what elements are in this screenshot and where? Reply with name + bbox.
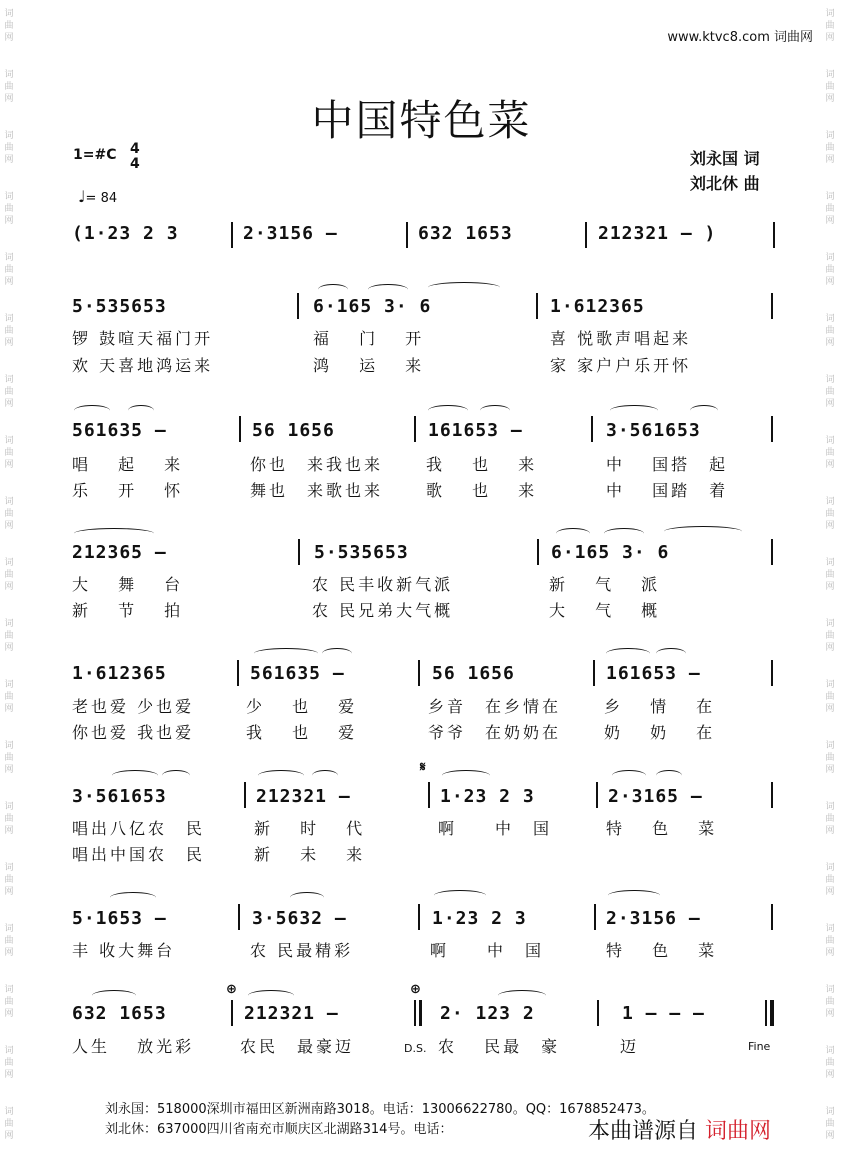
tempo-value: = 84 <box>85 191 118 206</box>
watermark-mark: 词曲网 <box>4 314 14 348</box>
notation-measure: 2·3156 – <box>606 908 701 929</box>
barline <box>406 222 408 248</box>
lyric-line: 丰 收大舞台 <box>72 941 176 960</box>
lyric-line: 喜 悦歌声唱起来 <box>550 329 692 348</box>
notation-measure: 6·165 3· 6 <box>313 296 432 317</box>
slur <box>428 405 468 416</box>
barline <box>771 539 773 565</box>
lyric-line: 唱出八亿农 民 <box>72 819 206 838</box>
notation-measure: 56 1656 <box>252 420 335 441</box>
notation-measure: 1 – – – <box>622 1003 705 1024</box>
watermark-mark: 词曲网 <box>4 497 14 531</box>
watermark-mark: 词曲网 <box>825 558 835 592</box>
lyric-line: 新 时 代 <box>254 819 366 838</box>
slur <box>112 770 158 781</box>
watermark-mark: 词曲网 <box>4 985 14 1019</box>
source-prefix: 本曲谱源自 <box>588 1119 699 1144</box>
notation-measure: 3·561653 <box>72 786 167 807</box>
watermark-mark: 词曲网 <box>4 802 14 836</box>
watermark-mark: 词曲网 <box>825 497 835 531</box>
lyric-line: 爷爷 在奶奶在 <box>428 723 562 742</box>
notation-measure: 561635 – <box>250 663 345 684</box>
slur <box>556 528 590 539</box>
notation-measure: 5·535653 <box>72 296 167 317</box>
watermark-mark: 词曲网 <box>825 375 835 409</box>
lyric-line: 新 未 来 <box>254 845 366 864</box>
final-barline-thick <box>770 1000 774 1026</box>
lyric-line: 我 也 爱 <box>246 723 358 742</box>
lyric-line: 特 色 菜 <box>606 819 718 838</box>
slur <box>74 528 154 539</box>
notation-measure: 212321 – ) <box>598 223 717 244</box>
composer-credit: 刘北休 曲 <box>690 174 760 193</box>
watermark-mark: 词曲网 <box>4 192 14 226</box>
lyric-line: 歌 也 来 <box>426 481 538 500</box>
lyric-line: 新 节 拍 <box>72 601 184 620</box>
barline <box>771 782 773 808</box>
barline <box>418 904 420 930</box>
watermark-mark: 词曲网 <box>4 1046 14 1080</box>
slur <box>434 890 486 901</box>
tie <box>428 282 500 293</box>
barline <box>773 222 775 248</box>
watermark-mark: 词曲网 <box>4 1107 14 1141</box>
notation-measure: 561635 – <box>72 420 167 441</box>
lyric-line: 迈 <box>620 1037 640 1056</box>
lyric-line: 家 家户户乐开怀 <box>550 356 692 375</box>
lyricist-credit: 刘永国 词 <box>690 149 760 168</box>
time-signature-top: 4 <box>130 141 140 157</box>
lyric-line: 福 门 开 <box>313 329 425 348</box>
tempo-marking <box>78 187 117 206</box>
repeat-barline <box>414 1000 416 1026</box>
final-barline <box>765 1000 767 1026</box>
slur <box>368 284 408 295</box>
watermark-mark: 词曲网 <box>4 558 14 592</box>
coda-sign: ⊕ <box>410 982 421 997</box>
barline <box>594 904 596 930</box>
watermark-mark: 词曲网 <box>825 131 835 165</box>
slur <box>74 405 110 416</box>
lyric-line: 农 民兄弟大气概 <box>312 601 454 620</box>
lyric-line: 你也 来我也来 <box>250 455 384 474</box>
segno-sign: 𝄋 <box>420 760 426 775</box>
notation-measure: 3·5632 – <box>252 908 347 929</box>
barline <box>239 416 241 442</box>
barline <box>771 293 773 319</box>
dal-segno-mark: D.S. <box>404 1042 427 1055</box>
lyric-line: 农民 最豪迈 <box>240 1037 355 1056</box>
slur <box>498 990 546 1001</box>
composer-contact: 刘北休：637000四川省南充市顺庆区北湖路314号。电话： <box>105 1122 453 1137</box>
notation-measure: 2·3156 – <box>243 223 338 244</box>
barline <box>428 782 430 808</box>
slur <box>612 770 646 781</box>
watermark-mark: 词曲网 <box>4 70 14 104</box>
lyric-line: 我 也 来 <box>426 455 538 474</box>
source-site-link[interactable]: 词曲网 <box>705 1119 772 1144</box>
slur <box>608 890 660 901</box>
barline <box>771 416 773 442</box>
barline <box>231 222 233 248</box>
key-signature: 1=#C <box>73 147 117 163</box>
slur <box>442 770 490 781</box>
watermark-mark: 词曲网 <box>4 9 14 43</box>
barline <box>771 660 773 686</box>
lyric-line: 少 也 爱 <box>246 697 358 716</box>
watermark-mark: 词曲网 <box>825 802 835 836</box>
watermark-mark: 词曲网 <box>825 192 835 226</box>
lyric-line: 新 气 派 <box>549 575 661 594</box>
watermark-mark: 词曲网 <box>825 436 835 470</box>
lyric-line: 乡 情 在 <box>604 697 716 716</box>
notation-measure: 161653 – <box>428 420 523 441</box>
lyricist-contact: 刘永国：518000深圳市福田区新洲南路3018。电话：13006622780。QQ：1678852473。 <box>105 1102 655 1117</box>
barline <box>585 222 587 248</box>
slur <box>690 405 718 416</box>
notation-measure: 1·23 2 3 <box>440 786 535 807</box>
notation-measure: 2· 123 2 <box>440 1003 535 1024</box>
lyric-line: 农 民最精彩 <box>250 941 354 960</box>
watermark-mark: 词曲网 <box>825 924 835 958</box>
notation-measure: 1·612365 <box>72 663 167 684</box>
left-watermark-strip <box>2 0 20 1172</box>
watermark-mark: 词曲网 <box>4 619 14 653</box>
barline <box>418 660 420 686</box>
slur <box>110 892 156 903</box>
lyric-line: 乐 开 怀 <box>72 481 184 500</box>
time-signature-bottom: 4 <box>130 156 140 172</box>
coda-sign: ⊕ <box>226 982 237 997</box>
barline <box>591 416 593 442</box>
notation-measure: 6·165 3· 6 <box>551 542 670 563</box>
watermark-mark: 词曲网 <box>4 436 14 470</box>
lyric-line: 大 舞 台 <box>72 575 184 594</box>
watermark-mark: 词曲网 <box>4 680 14 714</box>
barline <box>593 660 595 686</box>
watermark-mark: 词曲网 <box>825 863 835 897</box>
lyric-line: 唱 起 来 <box>72 455 184 474</box>
lyric-line: 舞也 来歌也来 <box>250 481 384 500</box>
barline <box>231 1000 233 1026</box>
slur <box>290 892 324 903</box>
slur <box>318 284 348 295</box>
watermark-mark: 词曲网 <box>825 314 835 348</box>
lyric-line: 啊 中 国 <box>430 941 545 960</box>
watermark-mark: 词曲网 <box>4 741 14 775</box>
notation-measure: 1·612365 <box>550 296 645 317</box>
notation-measure: 212365 – <box>72 542 167 563</box>
watermark-mark: 词曲网 <box>825 70 835 104</box>
song-title: 中国特色菜 <box>311 96 532 145</box>
lyric-line: 大 气 概 <box>549 601 661 620</box>
lyric-line: 农 民最 豪 <box>438 1037 561 1056</box>
slur <box>322 648 352 659</box>
watermark-mark: 词曲网 <box>825 1107 835 1141</box>
watermark-mark: 词曲网 <box>4 924 14 958</box>
fine-mark: Fine <box>748 1040 771 1053</box>
time-signature <box>130 142 140 172</box>
lyric-line: 乡音 在乡情在 <box>428 697 562 716</box>
notation-measure: 2·3165 – <box>608 786 703 807</box>
lyric-line: 唱出中国农 民 <box>72 845 206 864</box>
watermark-mark: 词曲网 <box>825 741 835 775</box>
lyric-line: 中 国搭 起 <box>606 455 729 474</box>
notation-measure: 212321 – <box>256 786 351 807</box>
slur <box>248 990 294 1001</box>
barline <box>597 1000 599 1026</box>
notation-measure: 5·535653 <box>314 542 409 563</box>
lyric-line: 啊 中 国 <box>438 819 553 838</box>
slur <box>656 770 682 781</box>
lyric-line: 鸿 运 来 <box>313 356 425 375</box>
barline <box>244 782 246 808</box>
notation-measure: 212321 – <box>244 1003 339 1024</box>
barline <box>536 293 538 319</box>
watermark-mark: 词曲网 <box>4 375 14 409</box>
notation-measure: 632 1653 <box>418 223 513 244</box>
notation-measure: 161653 – <box>606 663 701 684</box>
lyric-line: 人生 放光彩 <box>72 1037 195 1056</box>
slur <box>480 405 510 416</box>
barline <box>238 904 240 930</box>
slur <box>604 528 644 539</box>
notation-measure: 3·561653 <box>606 420 701 441</box>
slur <box>128 405 154 416</box>
watermark-mark: 词曲网 <box>825 253 835 287</box>
source-note <box>588 1114 771 1145</box>
notation-measure: 1·23 2 3 <box>432 908 527 929</box>
watermark-mark: 词曲网 <box>825 9 835 43</box>
watermark-mark: 词曲网 <box>825 985 835 1019</box>
slur <box>606 648 650 659</box>
slur <box>162 770 190 781</box>
barline <box>537 539 539 565</box>
watermark-mark: 词曲网 <box>825 619 835 653</box>
barline <box>297 293 299 319</box>
quarter-note-icon: ♩ <box>78 187 86 206</box>
slur <box>312 770 338 781</box>
lyric-line: 中 国踏 着 <box>606 481 729 500</box>
slur <box>254 648 318 659</box>
barline <box>298 539 300 565</box>
barline <box>237 660 239 686</box>
slur <box>92 990 136 1001</box>
barline <box>596 782 598 808</box>
watermark-mark: 词曲网 <box>825 680 835 714</box>
notation-measure: (1·23 2 3 <box>72 223 179 244</box>
watermark-mark: 词曲网 <box>4 131 14 165</box>
right-watermark-strip <box>823 0 841 1172</box>
watermark-mark: 词曲网 <box>4 863 14 897</box>
notation-measure: 56 1656 <box>432 663 515 684</box>
lyric-line: 特 色 菜 <box>606 941 718 960</box>
slur <box>258 770 304 781</box>
watermark-mark: 词曲网 <box>4 253 14 287</box>
slur <box>610 405 658 416</box>
watermark-mark: 词曲网 <box>825 1046 835 1080</box>
tie <box>664 526 742 537</box>
lyric-line: 奶 奶 在 <box>604 723 716 742</box>
notation-measure: 5·1653 – <box>72 908 167 929</box>
watermark-url[interactable]: www.ktvc8.com 词曲网 <box>667 30 813 45</box>
lyric-line: 欢 天喜地鸿运来 <box>72 356 214 375</box>
barline <box>771 904 773 930</box>
slur <box>656 648 686 659</box>
repeat-barline-thick <box>419 1000 422 1026</box>
notation-measure: 632 1653 <box>72 1003 167 1024</box>
lyric-line: 你也爱 我也爱 <box>72 723 195 742</box>
lyric-line: 老也爱 少也爱 <box>72 697 195 716</box>
lyric-line: 锣 鼓喧天福门开 <box>72 329 214 348</box>
barline <box>414 416 416 442</box>
lyric-line: 农 民丰收新气派 <box>312 575 454 594</box>
